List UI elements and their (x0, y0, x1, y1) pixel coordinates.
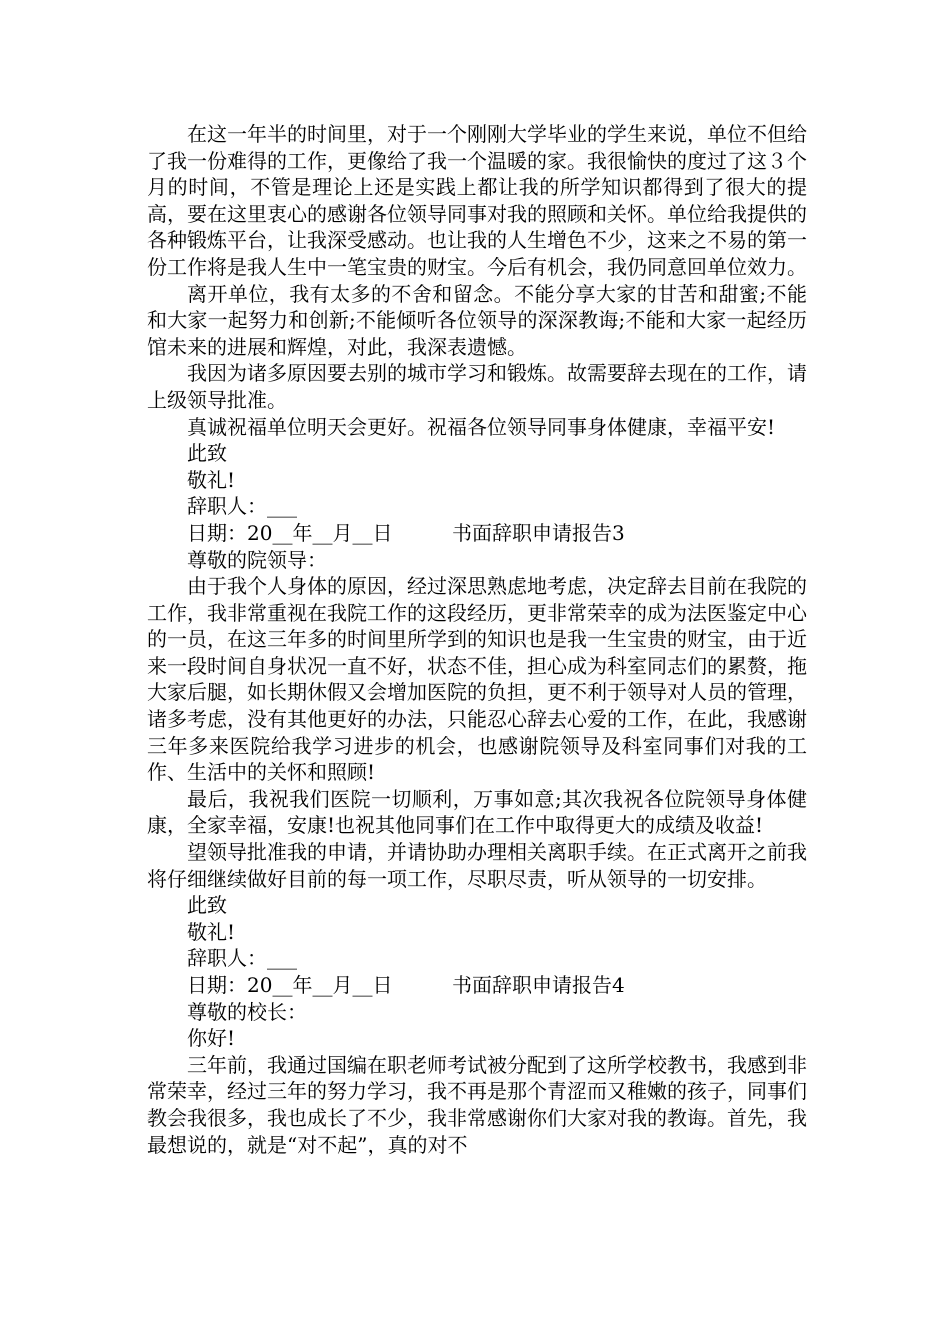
greeting-line: 你好! (187, 1026, 236, 1051)
paragraph-regret: 离开单位，我有太多的不舍和留念。不能分享大家的甘苦和甜蜜;不能和大家一起努力和创新;不能倾听各位领导的深深教诲;不能和大家一起经历馆未来的进展和辉煌，对此，我深表遗憾。 (147, 281, 807, 359)
signer-line: 辞职人：___ (187, 494, 297, 519)
date-heading-line (147, 520, 807, 547)
paragraph-health-reason: 由于我个人身体的原因，经过深思熟虑地考虑，决定辞去目前在我院的工作，我非常重视在我院工作的这段经历，更非常荣幸的成为法医鉴定中心的一员，在这三年多的时间里所学到的知识也是我一生宝贵的财宝，由于近来一段时间自身状况一直不好，状态不佳，担心成为科室同志们的累赘，拖大家后腿，如长期休假又会增加医院的负担，更不利于领导对人员的管理，诸多考虑，没有其他更好的办法，只能忍心辞去心爱的工作，在此，我感谢三年多来医院给我学习进步的机会，也感谢院领导及科室同事们对我的工作、生活中的关怀和照顾! (147, 574, 807, 785)
paragraph-wishes: 真诚祝福单位明天会更好。祝福各位领导同事身体健康，幸福平安! (187, 414, 776, 439)
date-line: 日期：20__年__月__日 (187, 520, 393, 545)
section-heading-3: 书面辞职申请报告3 (452, 520, 625, 545)
paragraph-request: 望领导批准我的申请，并请协助办理相关离职手续。在正式离开之前我将仔细继续做好目前的每一项工作，尽职尽责，听从领导的一切安排。 (147, 840, 807, 891)
document-body (147, 121, 807, 1158)
signer-line: 辞职人：___ (187, 946, 297, 971)
paragraph-blessing: 最后，我祝我们医院一切顺利，万事如意;其次我祝各位院领导身体健康，全家幸福，安康!也祝其他同事们在工作中取得更大的成绩及收益! (147, 786, 807, 838)
closing-line: 此致 (187, 441, 227, 466)
closing-salute: 敬礼! (187, 467, 236, 492)
paragraph-gratitude: 在这一年半的时间里，对于一个刚刚大学毕业的学生来说，单位不但给了我一份难得的工作，更像给了我一个温暖的家。我很愉快的度过了这３个月的时间，不管是理论上还是实践上都让我的所学知识都得到了很大的提高，要在这里衷心的感谢各位领导同事对我的照顾和关怀。单位给我提供的各种锻炼平台，让我深受感动。也让我的人生增色不少，这来之不易的第一份工作将是我人生中一笔宝贵的财宝。今后有机会，我仍同意回单位效力。 (147, 122, 807, 279)
salutation-line: 尊敬的校长： (187, 999, 307, 1024)
closing-salute: 敬礼! (187, 919, 236, 944)
paragraph-reason: 我因为诸多原因要去别的城市学习和锻炼。故需要辞去现在的工作，请上级领导批准。 (147, 361, 807, 412)
salutation-line: 尊敬的院领导： (187, 547, 327, 572)
section-heading-4: 书面辞职申请报告4 (452, 973, 625, 997)
paragraph-teacher: 三年前，我通过国编在职老师考试被分配到了这所学校教书，我感到非常荣幸，经过三年的努力学习，我不再是那个青涩而又稚嫩的孩子，同事们教会我很多，我也成长了不少，我非常感谢你们大家对我的教诲。首先，我最想说的，就是“对不起”，真的对不 (147, 1052, 807, 1157)
closing-line: 此致 (187, 893, 227, 918)
date-heading-line (147, 972, 807, 999)
date-line: 日期：20__年__月__日 (187, 973, 393, 997)
